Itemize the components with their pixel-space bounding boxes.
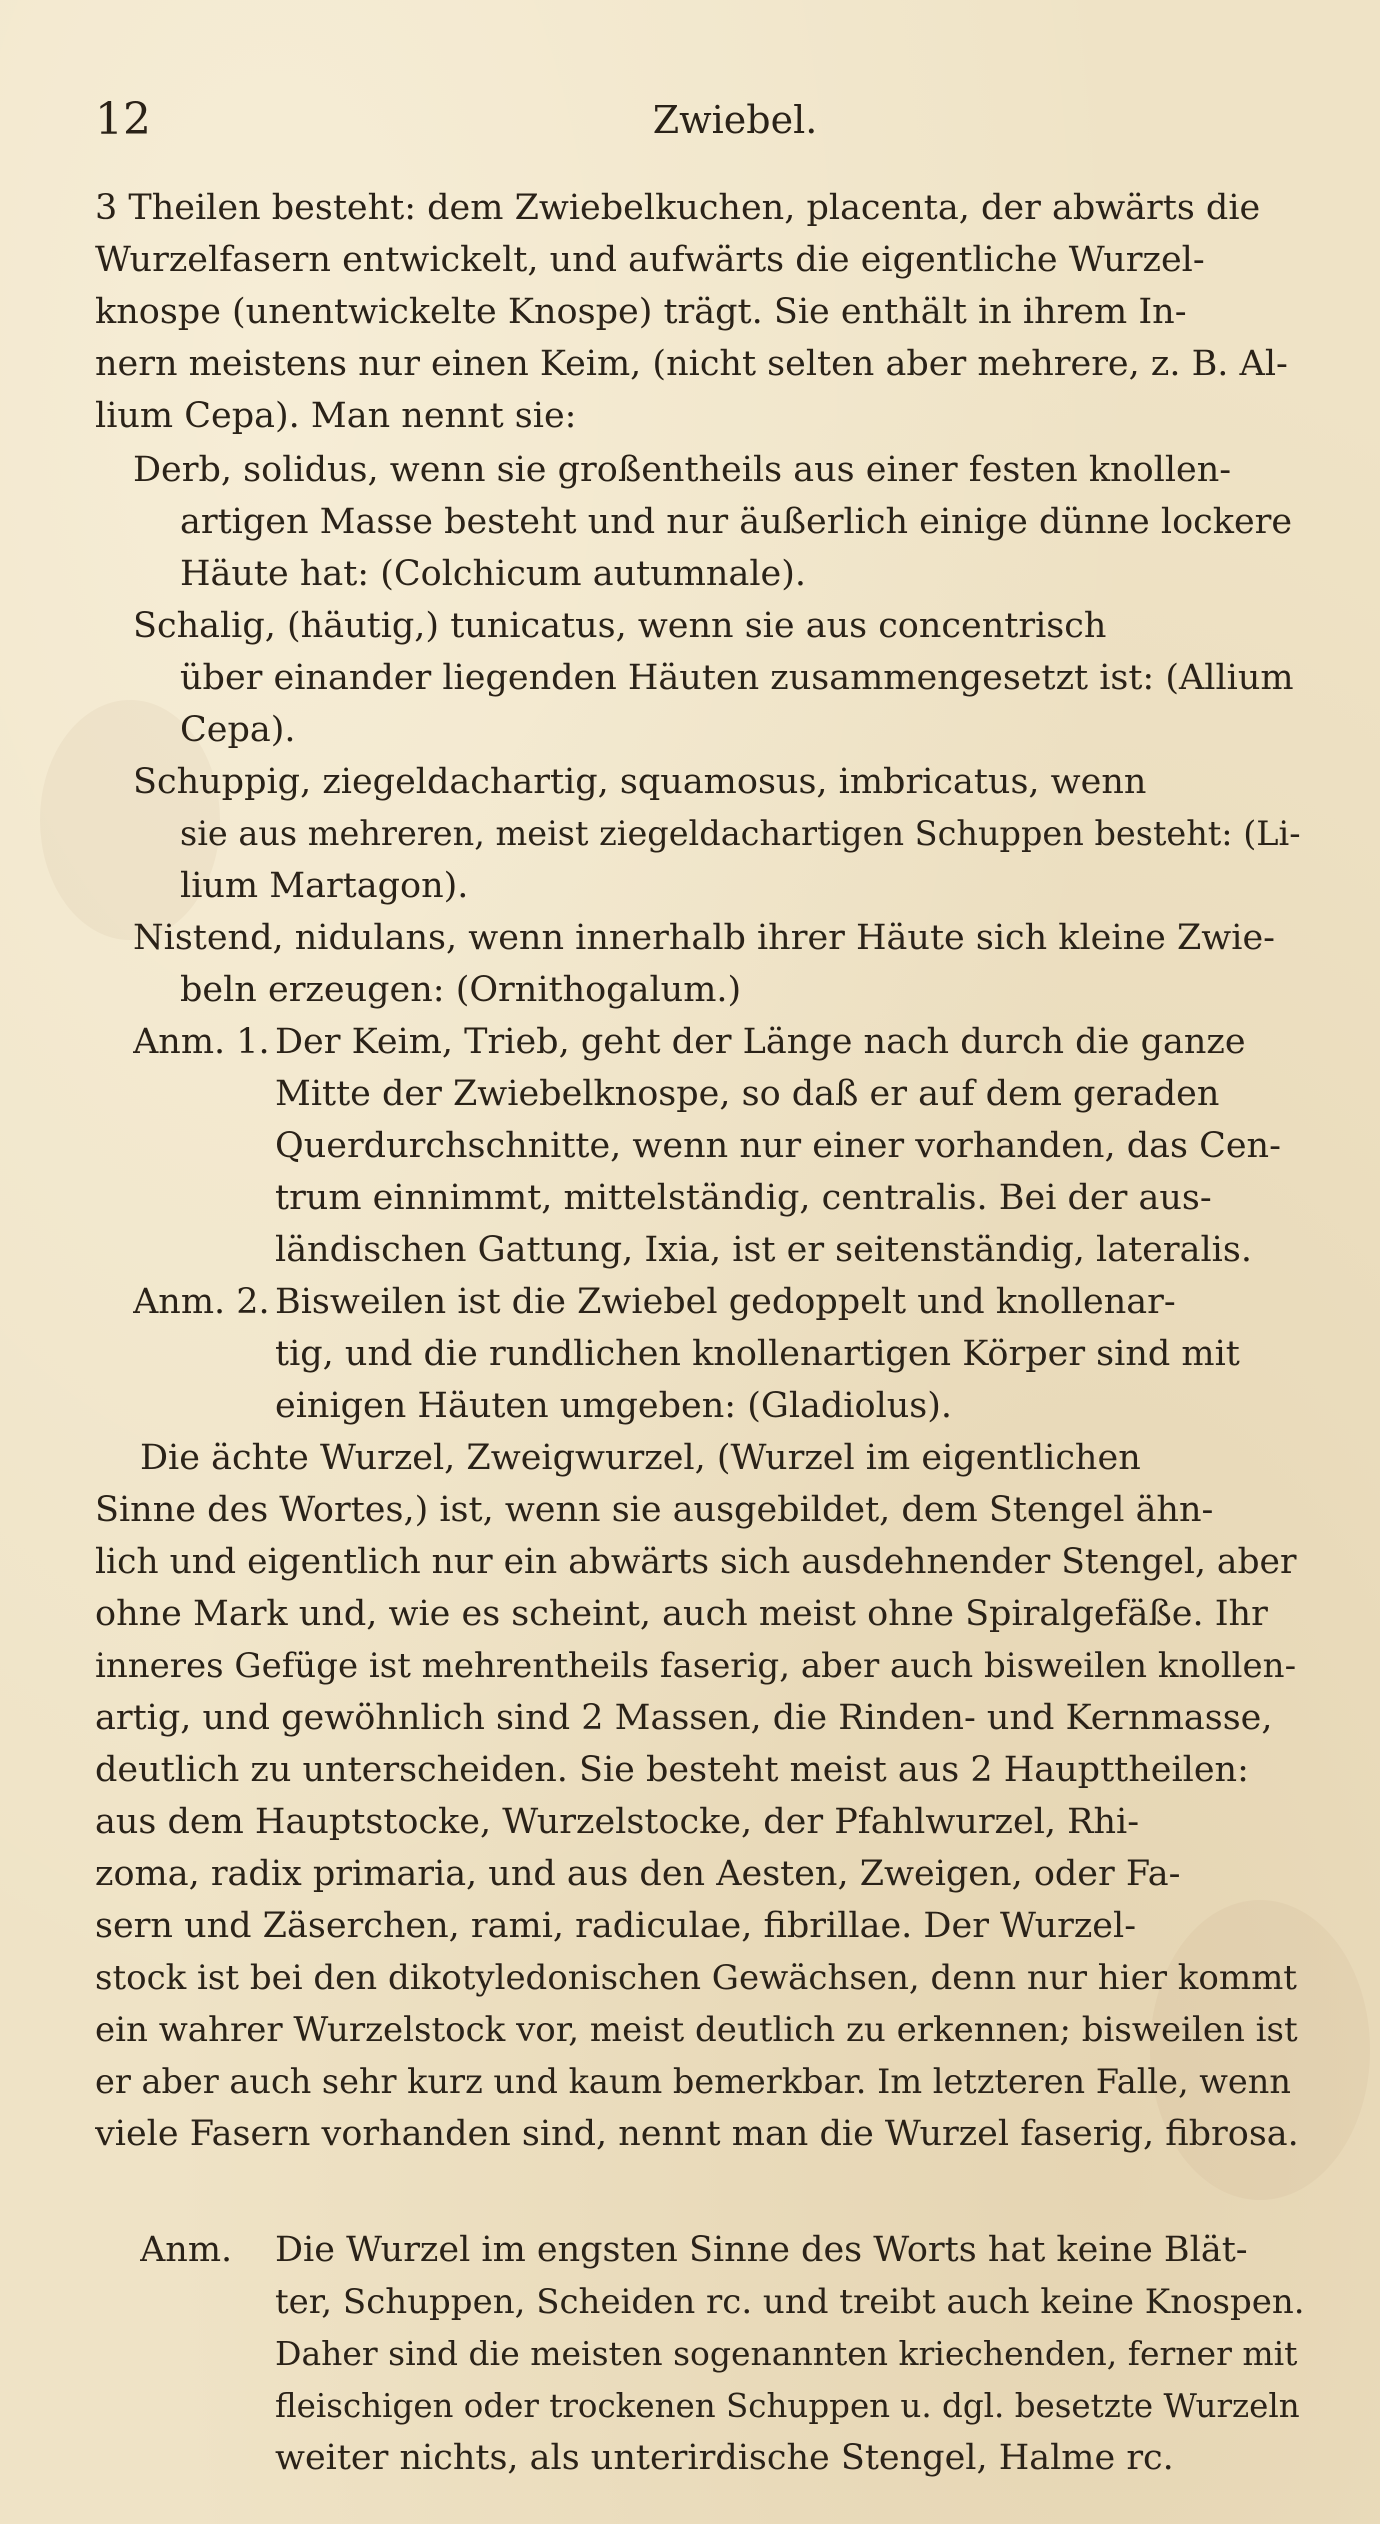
text-line: Sinne des Wortes,) ist, wenn sie ausgebildet, dem Stengel ähn- xyxy=(95,1490,1214,1530)
page-number: 12 xyxy=(95,94,151,145)
text-line: sie aus mehreren, meist ziegeldachartigen Schuppen besteht: (Li- xyxy=(180,814,1301,853)
text-line: Daher sind die meisten sogenannten kriechenden, ferner mit xyxy=(275,2334,1298,2373)
text-line: artigen Masse besteht und nur äußerlich einige dünne lockere xyxy=(180,502,1293,542)
text-line: lium Cepa). Man nennt sie: xyxy=(95,396,577,436)
text-line: stock ist bei den dikotyledonischen Gewächsen, denn nur hier kommt xyxy=(95,1958,1297,1998)
text-line: Querdurchschnitte, wenn nur einer vorhanden, das Cen- xyxy=(275,1126,1281,1166)
text-line: über einander liegenden Häuten zusammengesetzt ist: (Allium xyxy=(180,658,1294,698)
text-line: trum einnimmt, mittelständig, centralis. Bei der aus- xyxy=(275,1178,1212,1218)
text-line: Cepa). xyxy=(180,710,296,750)
text-line: ter, Schuppen, Scheiden rc. und treibt auch keine Knospen. xyxy=(275,2282,1305,2322)
text-line: artig, und gewöhnlich sind 2 Massen, die Rinden- und Kernmasse, xyxy=(95,1698,1273,1738)
note-label: Anm. 1. xyxy=(133,1022,270,1062)
text-line: Derb, solidus, wenn sie großentheils aus einer festen knollen- xyxy=(133,450,1232,490)
text-line: Häute hat: (Colchicum autumnale). xyxy=(180,554,807,594)
note-label: Anm. 2. xyxy=(133,1282,270,1322)
text-line: fleischigen oder trockenen Schuppen u. dgl. besetzte Wurzeln xyxy=(275,2387,1300,2425)
text-line: ein wahrer Wurzelstock vor, meist deutlich zu erkennen; bisweilen ist xyxy=(95,2010,1298,2050)
text-line: 3 Theilen besteht: dem Zwiebelkuchen, placenta, der abwärts die xyxy=(95,188,1261,228)
text-line: ländischen Gattung, Ixia, ist er seitenständig, lateralis. xyxy=(275,1230,1252,1270)
text-line: tig, und die rundlichen knollenartigen Körper sind mit xyxy=(275,1334,1240,1374)
text-line: Mitte der Zwiebelknospe, so daß er auf dem geraden xyxy=(275,1074,1220,1114)
text-line: Wurzelfasern entwickelt, und aufwärts die eigentliche Wurzel- xyxy=(95,240,1205,280)
text-line: aus dem Hauptstocke, Wurzelstocke, der Pfahlwurzel, Rhi- xyxy=(95,1802,1140,1842)
text-line: beln erzeugen: (Ornithogalum.) xyxy=(180,970,742,1010)
note-label: Anm. xyxy=(140,2230,233,2270)
text-line: lich und eigentlich nur ein abwärts sich ausdehnender Stengel, aber xyxy=(95,1542,1297,1582)
text-line: sern und Zäserchen, rami, radiculae, fibrillae. Der Wurzel- xyxy=(95,1906,1137,1946)
text-line: ohne Mark und, wie es scheint, auch meist ohne Spiralgefäße. Ihr xyxy=(95,1594,1268,1634)
text-line: knospe (unentwickelte Knospe) trägt. Sie enthält in ihrem In- xyxy=(95,292,1187,332)
text-line: lium Martagon). xyxy=(180,866,469,906)
running-head: Zwiebel. xyxy=(652,98,818,142)
text-line: Bisweilen ist die Zwiebel gedoppelt und knollenar- xyxy=(275,1282,1176,1322)
text-line: deutlich zu unterscheiden. Sie besteht meist aus 2 Haupttheilen: xyxy=(95,1750,1249,1790)
text-line: Schalig, (häutig,) tunicatus, wenn sie aus concentrisch xyxy=(133,606,1107,646)
text-line: Der Keim, Trieb, geht der Länge nach durch die ganze xyxy=(275,1022,1246,1062)
text-line: zoma, radix primaria, und aus den Aesten, Zweigen, oder Fa- xyxy=(95,1854,1181,1894)
text-line: Nistend, nidulans, wenn innerhalb ihrer Häute sich kleine Zwie- xyxy=(133,918,1275,958)
text-line: nern meistens nur einen Keim, (nicht selten aber mehrere, z. B. Al- xyxy=(95,344,1288,384)
text-line: Die Wurzel im engsten Sinne des Worts hat keine Blät- xyxy=(275,2230,1248,2270)
text-line: viele Fasern vorhanden sind, nennt man die Wurzel faserig, fibrosa. xyxy=(95,2114,1299,2154)
text-line: weiter nichts, als unterirdische Stengel, Halme rc. xyxy=(275,2438,1174,2478)
text-line: er aber auch sehr kurz und kaum bemerkbar. Im letzteren Falle, wenn xyxy=(95,2062,1291,2101)
text-line: Die ächte Wurzel, Zweigwurzel, (Wurzel im eigentlichen xyxy=(140,1438,1141,1478)
text-line: Schuppig, ziegeldachartig, squamosus, imbricatus, wenn xyxy=(133,762,1147,802)
text-line: einigen Häuten umgeben: (Gladiolus). xyxy=(275,1386,953,1426)
text-line: inneres Gefüge ist mehrentheils faserig, aber auch bisweilen knollen- xyxy=(95,1646,1297,1686)
page-header xyxy=(95,92,1305,152)
